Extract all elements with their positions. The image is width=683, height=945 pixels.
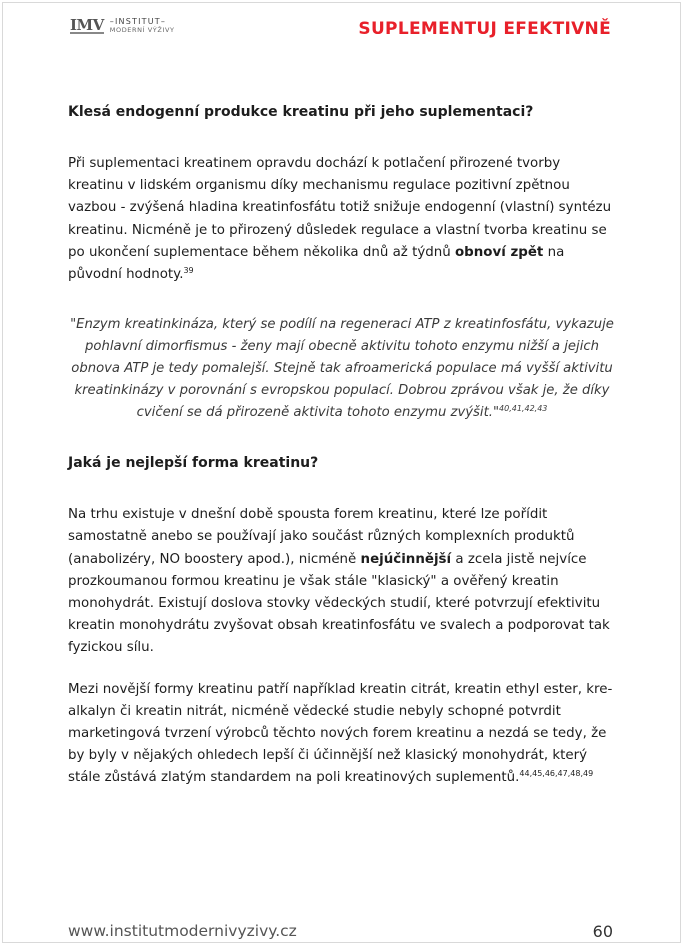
quote-block [68, 314, 616, 424]
quote-reference: 40,41,42,43 [499, 404, 548, 414]
section2-paragraph2 [68, 679, 616, 790]
footer-website-link[interactable]: www.institutmodernivyzivy.cz [68, 922, 297, 940]
quote-text: "Enzym kreatinkináza, který se podílí na regeneraci ATP z kreatinfosfátu, vykazuje pohlavní dimorfismus - ženy mají obecně aktivitu tohoto enzymu nižší a jejich obnova ATP je tedy pomalejší. Stejně tak afroamerická populace má vyšší aktivitu kreatinkinázy v porovnání s evropskou populací. Dobrou zprávou však je, že díky cvičení se dá přirozeně aktivita tohoto enzymu zvýšit." [70, 317, 614, 421]
logo-line1: –INSTITUT– [109, 17, 167, 26]
page-number: 60 [592, 922, 613, 941]
section2-paragraph2-reference: 44,45,46,47,48,49 [519, 769, 594, 779]
section2-paragraph2-text: Mezi novější formy kreatinu patří například kreatin citrát, kreatin ethyl ester, kre-alkalyn či kreatin nitrát, nicméně vědecké studie nebyly schopné potvrdit marketingová tvrzení výrobců těchto nových forem kreatinu a nezdá se tedy, že by byly v nějakých ohledech lepší či účinnější než klasický monohydrát, který stále zůstává zlatým standardem na poli kreatinových suplementů. [68, 681, 613, 786]
section2-heading: Jaká je nejlepší forma kreatinu? [68, 455, 319, 472]
logo-mark: IMV [70, 16, 104, 34]
logo-text [110, 18, 175, 34]
section1-paragraph-text-b: na původní hodnoty. [68, 244, 565, 283]
section2-paragraph1-bold: nejúčinnější [360, 551, 452, 567]
section2-paragraph1-text-b: a zcela jistě nejvíce prozkoumanou formou kreatinu je však stále "klasický" a ověřený kreatin monohydrát. Existují doslova stovky vědeckých studií, které potvrzují efektivitu kreatin monohydrátu zvyšovat obsah kreatinfosfátu ve svalech a podporovat tak fyzickou sílu. [68, 551, 610, 656]
section1-reference: 39 [183, 266, 194, 276]
section1-heading: Klesá endogenní produkce kreatinu při jeho suplementaci? [68, 104, 534, 120]
content [68, 102, 616, 790]
header-title: SUPLEMENTUJ EFEKTIVNĚ [358, 19, 611, 39]
section1-paragraph-text-a: Při suplementaci kreatinem opravdu dochází k potlačení přirozené tvorby kreatinu v lidském organismu díky mechanismu regulace pozitivní zpětnou vazbou - zvýšená hladina kreatinfosfátu totiž snižuje endogenní (vlastní) syntézu kreatinu. Nicméně je to přirozený důsledek regulace a vlastní tvorba kreatinu se po ukončení suplementace během několika dnů až týdnů [68, 156, 612, 260]
logo-line2: MODERNÍ VÝŽIVY [109, 26, 175, 34]
logo [70, 18, 175, 34]
section1-paragraph-bold: obnoví zpět [454, 244, 544, 260]
section2-paragraph1-text-a: Na trhu existuje v dnešní době spousta forem kreatinu, které lze pořídit samostatně anebo se používají jako součást různých komplexních produktů (anabolizéry, NO boostery apod.), nicméně [68, 507, 575, 567]
section1-paragraph [68, 153, 616, 286]
section2-paragraph1 [68, 504, 616, 659]
